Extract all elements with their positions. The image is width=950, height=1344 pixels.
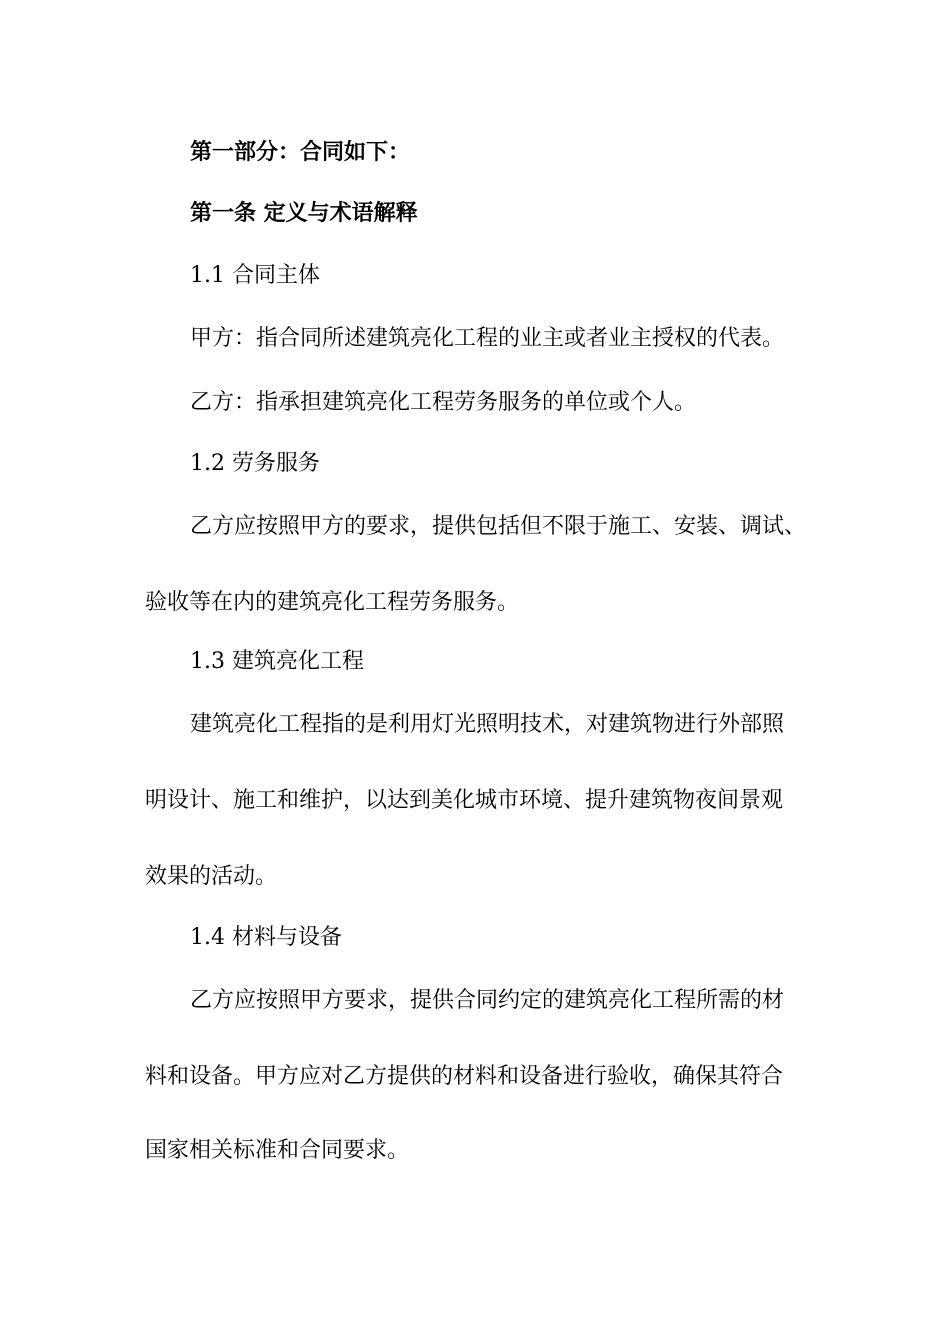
article-heading: 第一条 定义与术语解释 [190,200,418,226]
paragraph-line: 验收等在内的建筑亮化工程劳务服务。 [145,590,520,615]
section-heading-part-one: 第一部分：合同如下： [190,139,411,165]
paragraph-line: 建筑亮化工程指的是利用灯光照明技术，对建筑物进行外部照 [190,712,785,737]
paragraph-line: 明设计、施工和维护，以达到美化城市环境、提升建筑物夜间景观 [145,788,784,813]
clause-title-1-3: 1.3 建筑亮化工程 [190,649,364,674]
clause-title-1-1: 1.1 合同主体 [190,263,320,288]
paragraph-line: 效果的活动。 [145,864,278,889]
clause-title-1-2: 1.2 劳务服务 [190,451,320,476]
paragraph-line: 料和设备。甲方应对乙方提供的材料和设备进行验收，确保其符合 [145,1064,784,1089]
paragraph-line: 乙方应按照甲方的要求，提供包括但不限于施工、安装、调试、 [190,514,807,539]
clause-title-1-4: 1.4 材料与设备 [190,925,342,950]
party-b-definition: 乙方：指承担建筑亮化工程劳务服务的单位或个人。 [190,390,697,415]
paragraph-line: 国家相关标准和合同要求。 [145,1138,410,1163]
party-a-definition: 甲方：指合同所述建筑亮化工程的业主或者业主授权的代表。 [190,326,785,351]
paragraph-line: 乙方应按照甲方要求，提供合同约定的建筑亮化工程所需的材 [190,988,785,1013]
